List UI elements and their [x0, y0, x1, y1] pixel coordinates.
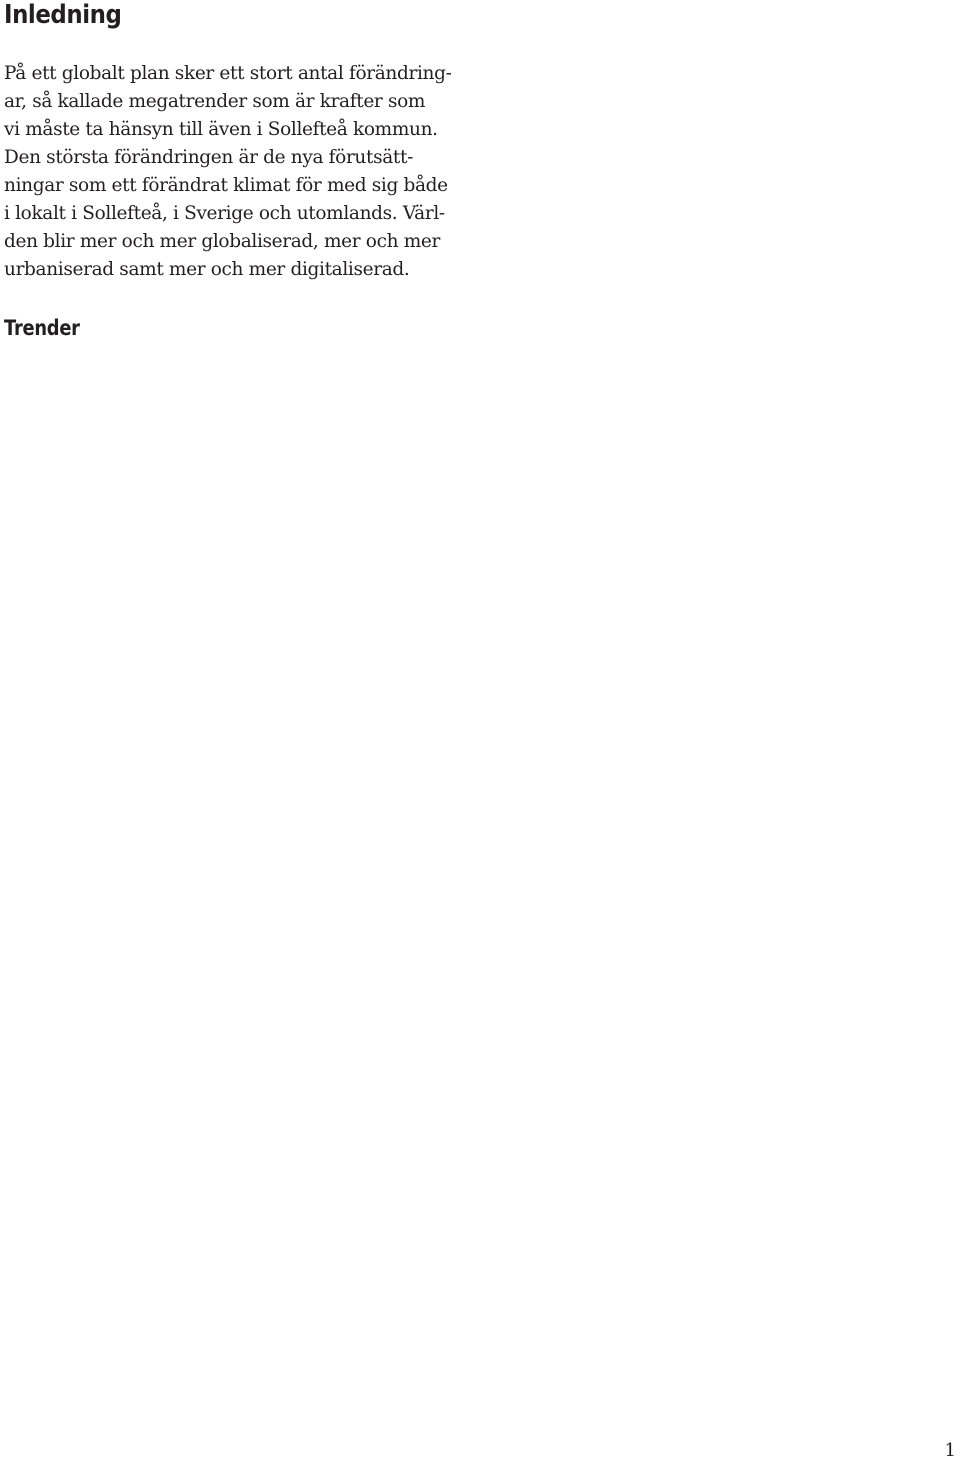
intro-line: ar, så kallade megatrender som är krafter som — [4, 91, 426, 112]
intro-line: Den största förändringen är de nya förutsätt- — [4, 147, 413, 168]
page-title: Inledning — [4, 0, 122, 30]
intro-line: den blir mer och mer globaliserad, mer och mer — [4, 231, 440, 252]
section-heading-trender: Trender — [4, 316, 80, 340]
intro-line: urbaniserad samt mer och mer digitaliserad. — [4, 259, 410, 280]
intro-line: vi måste ta hänsyn till även i Sollefteå kommun. — [4, 119, 438, 140]
intro-line: i lokalt i Sollefteå, i Sverige och utomlands. Värl- — [4, 203, 445, 224]
page-number: 1 — [944, 1440, 956, 1461]
intro-line: ningar som ett förändrat klimat för med sig både — [4, 175, 448, 196]
intro-line: På ett globalt plan sker ett stort antal förändring- — [4, 63, 452, 84]
